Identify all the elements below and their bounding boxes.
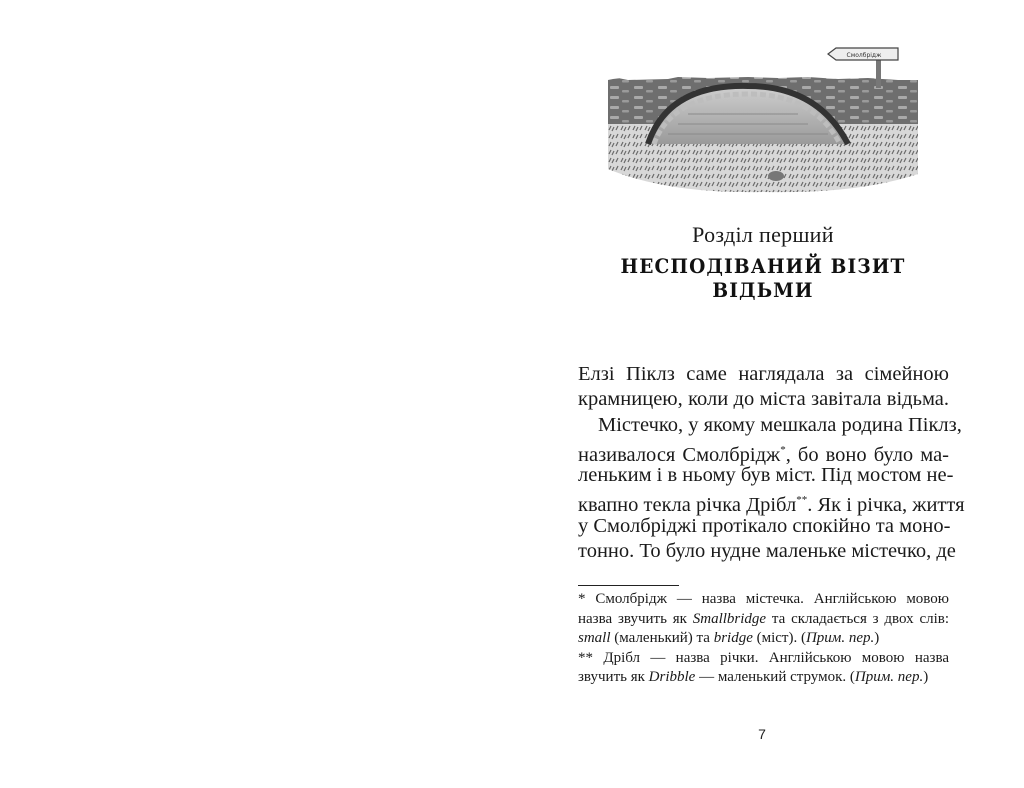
body-line: у Смолбріджі протікало спокійно та моно- <box>578 514 951 537</box>
body-fragment: . Як і річка, життя <box>807 494 965 517</box>
footnote-line: * Смолбрідж — назва містечка. Англійською мовою <box>578 591 949 607</box>
chapter-label: Розділ перший <box>692 222 834 247</box>
body-fragment: називалося Смолбрідж <box>578 443 781 466</box>
footnote-line <box>578 629 949 649</box>
footnotes <box>578 590 949 688</box>
footnote-fragment: — маленький струмок. ( <box>695 669 855 685</box>
footnote-italic: Прим. пер. <box>805 630 875 646</box>
footnote-italic: Smallbridge <box>692 610 767 627</box>
footnote-fragment: звучить як <box>578 669 649 685</box>
footnote-line: ** Дрібл — назва річки. Англійською мовою назва <box>578 649 949 666</box>
footnote-marker: * <box>780 443 786 456</box>
body-fragment: квапно текла річка Дрібл <box>578 494 797 517</box>
footnote-fragment: та складається з двох слів: <box>766 610 950 627</box>
footnote-line <box>578 668 949 688</box>
chapter-title: НЕСПОДІВАНИЙ ВІЗИТ ВІДЬМИ <box>620 254 906 302</box>
footnote-italic: Dribble <box>648 669 696 685</box>
footnote-line <box>578 610 949 630</box>
body-line: леньким і в ньому був міст. Під мостом не- <box>578 464 954 487</box>
footnote-fragment: (маленький) та <box>610 630 714 646</box>
body-fragment: , бо воно було ма- <box>785 443 949 466</box>
body-line: тонно. То було нудне маленьке містечко, де <box>578 540 956 563</box>
footnote-italic: small <box>578 630 611 646</box>
signpost-text: Смолбрідж <box>846 52 882 59</box>
body-line <box>578 438 949 466</box>
footnote-fragment: ) <box>874 630 880 646</box>
footnote-divider <box>578 585 679 586</box>
page-number: 7 <box>758 726 766 742</box>
footnote-italic: Прим. пер. <box>854 669 924 685</box>
body-text <box>578 362 965 564</box>
footnote-fragment: назва звучить як <box>578 610 693 627</box>
footnote-marker: ** <box>796 494 808 507</box>
body-line: Елзі Піклз саме наглядала за сімейною <box>578 363 949 385</box>
footnote-fragment: ) <box>923 669 929 685</box>
body-line: крамницею, коли до міста завітала відьма. <box>578 388 949 411</box>
footnote-italic: bridge <box>713 630 753 646</box>
body-line: Містечко, у якому мешкала родина Піклз, <box>598 413 962 436</box>
body-line <box>578 488 965 517</box>
footnote-fragment: (міст). ( <box>752 630 806 646</box>
bridge-illustration <box>608 44 918 194</box>
